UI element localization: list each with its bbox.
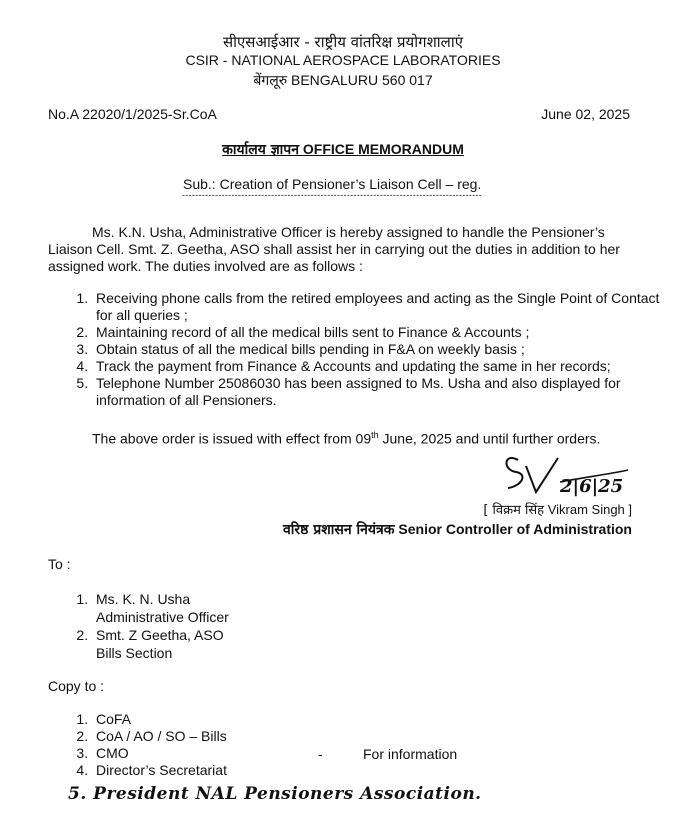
handwritten-copy-item: 5. President NAL Pensioners Association. bbox=[68, 784, 482, 804]
copy-list bbox=[68, 711, 227, 779]
copy-to-label: Copy to : bbox=[48, 678, 105, 694]
copy-item: 4. Director’s Secretariat bbox=[92, 762, 227, 779]
effect-statement bbox=[92, 430, 600, 447]
signatory-name-hindi: [ विक्रम सिंह bbox=[483, 503, 545, 518]
signatory-name-english: Vikram Singh ] bbox=[547, 502, 632, 517]
recipient-name: 2. Smt. Z Geetha, ASO bbox=[96, 627, 224, 643]
recipient-role: Administrative Officer bbox=[96, 609, 229, 625]
signatory-designation bbox=[283, 520, 632, 539]
signatory-designation-english: Senior Controller of Administration bbox=[398, 521, 632, 537]
duty-item: 2. Maintaining record of all the medical bills sent to Finance & Accounts ; bbox=[92, 324, 662, 341]
intro-paragraph: Ms. K.N. Usha, Administrative Officer is hereby assigned to handle the Pensioner’s Liaison Cell. Smt. Z. Geetha, ASO shall assist her in carrying out the duties in addition to her assigned work. The duties involved are as follows : bbox=[48, 224, 620, 274]
subject-divider: ------------------------------------------------------------------------------------------- bbox=[182, 190, 483, 200]
effect-superscript: th bbox=[371, 430, 379, 440]
memo-title-hindi: कार्यालय ज्ञापन bbox=[222, 142, 300, 158]
reference-number: No.A 22020/1/2025-Sr.CoA bbox=[48, 106, 217, 122]
duty-item: 3. Obtain status of all the medical bills pending in F&A on weekly basis ; bbox=[92, 341, 662, 358]
duty-item: 1. Receiving phone calls from the retired employees and acting as the Single Point of Contact for all queries ; bbox=[92, 290, 662, 324]
org-name: CSIR - NATIONAL AEROSPACE LABORATORIES bbox=[185, 52, 501, 68]
to-label: To : bbox=[48, 556, 71, 572]
effect-text-after: June, 2025 and until further orders. bbox=[378, 430, 601, 447]
duty-item: 4. Track the payment from Finance & Accounts and updating the same in her records; bbox=[92, 358, 662, 375]
org-city bbox=[0, 71, 686, 90]
org-city-hindi: बेंगलूरु bbox=[253, 73, 288, 89]
signatory-designation-hindi: वरिष्ठ प्रशासन नियंत्रक bbox=[283, 522, 395, 538]
effect-text-before: The above order is issued with effect from 09 bbox=[92, 430, 372, 447]
duty-item: 5. Telephone Number 25086030 has been assigned to Ms. Usha and also displayed for information of all Pensioners. bbox=[92, 375, 662, 409]
duties-list bbox=[68, 290, 662, 409]
org-city-english: BENGALURU 560 017 bbox=[291, 72, 433, 88]
recipient-name: 1. Ms. K. N. Usha bbox=[96, 591, 191, 607]
copy-dash: - bbox=[318, 746, 323, 762]
copy-note: For information bbox=[363, 746, 458, 762]
subject-line: Sub.: Creation of Pensioner’s Liaison Cell – reg. bbox=[183, 176, 482, 192]
recipient-list bbox=[68, 590, 229, 662]
org-name-hindi: सीएसआईआर - राष्ट्रीय वांतरिक्ष प्रयोगशालाएं bbox=[222, 33, 464, 51]
recipient-item bbox=[92, 626, 229, 662]
copy-item: 1. CoFA bbox=[92, 711, 227, 728]
recipient-item bbox=[92, 590, 229, 626]
copy-item: 3. CMO bbox=[92, 745, 227, 762]
memo-title-english: OFFICE MEMORANDUM bbox=[302, 141, 464, 157]
memo-title bbox=[0, 140, 686, 159]
recipient-role: Bills Section bbox=[96, 645, 173, 661]
signatory-name bbox=[483, 500, 632, 518]
copy-item: 2. CoA / AO / SO – Bills bbox=[92, 728, 227, 745]
signature-date-handwritten: 2|6|25 bbox=[560, 476, 624, 497]
memo-date: June 02, 2025 bbox=[541, 106, 630, 122]
